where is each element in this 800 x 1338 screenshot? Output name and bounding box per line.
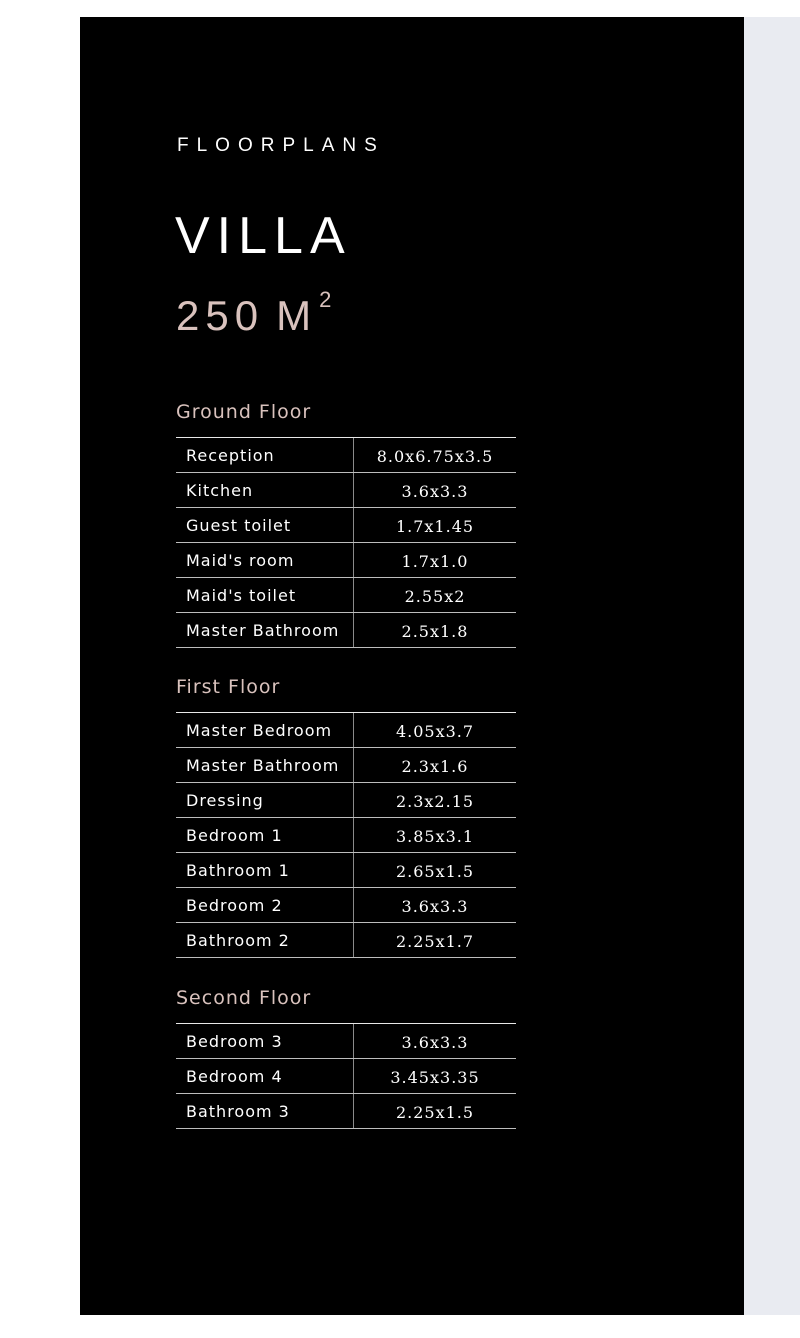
table-row <box>176 473 516 508</box>
floor-heading: Second Floor <box>176 987 312 1009</box>
scroll-gutter <box>744 17 800 1315</box>
room-name: Master Bathroom <box>176 613 354 647</box>
room-dimensions: 2.3x2.15 <box>395 792 475 811</box>
area-value: 250 <box>176 292 265 339</box>
section-eyebrow: FLOORPLANS <box>177 135 385 156</box>
room-name: Reception <box>176 438 354 472</box>
floor-heading: First Floor <box>176 676 281 698</box>
floor-section-first <box>176 676 516 958</box>
room-dimensions: 2.5x1.8 <box>401 622 469 641</box>
room-dimensions: 2.65x1.5 <box>395 862 475 881</box>
area-exponent: 2 <box>319 287 332 312</box>
room-dimensions: 3.45x3.35 <box>390 1068 480 1087</box>
room-name: Guest toilet <box>176 508 354 542</box>
room-dimensions: 3.6x3.3 <box>401 1033 469 1052</box>
table-row <box>176 888 516 923</box>
room-dimensions: 4.05x3.7 <box>395 722 475 741</box>
room-dimensions: 3.6x3.3 <box>401 482 469 501</box>
room-name: Kitchen <box>176 473 354 507</box>
table-row <box>176 853 516 888</box>
table-row <box>176 1059 516 1094</box>
room-name: Bedroom 2 <box>176 888 354 922</box>
room-dimensions: 2.55x2 <box>404 587 466 606</box>
room-name: Master Bedroom <box>176 713 354 747</box>
room-name: Bedroom 1 <box>176 818 354 852</box>
rooms-table <box>176 712 516 958</box>
table-row <box>176 1094 516 1129</box>
table-row <box>176 783 516 818</box>
table-row <box>176 613 516 648</box>
rooms-table <box>176 1023 516 1129</box>
table-row <box>176 578 516 613</box>
floorplans-panel <box>80 17 744 1315</box>
room-name: Dressing <box>176 783 354 817</box>
room-dimensions: 3.85x3.1 <box>395 827 475 846</box>
area-unit: M <box>276 292 318 339</box>
table-row <box>176 543 516 578</box>
room-name: Bedroom 4 <box>176 1059 354 1093</box>
room-dimensions: 3.6x3.3 <box>401 897 469 916</box>
room-name: Bathroom 3 <box>176 1094 354 1128</box>
room-dimensions: 2.25x1.5 <box>395 1103 475 1122</box>
floor-section-ground <box>176 401 516 648</box>
table-row <box>176 438 516 473</box>
rooms-table <box>176 437 516 648</box>
table-row <box>176 923 516 958</box>
room-dimensions: 8.0x6.75x3.5 <box>376 447 494 466</box>
table-row <box>176 508 516 543</box>
table-row <box>176 818 516 853</box>
room-name: Master Bathroom <box>176 748 354 782</box>
room-dimensions: 2.3x1.6 <box>401 757 469 776</box>
room-name: Maid's room <box>176 543 354 577</box>
floor-heading: Ground Floor <box>176 401 312 423</box>
villa-title: VILLA <box>175 207 352 265</box>
table-row <box>176 713 516 748</box>
room-name: Bedroom 3 <box>176 1024 354 1058</box>
villa-area <box>176 287 332 339</box>
table-row <box>176 1024 516 1059</box>
room-name: Bathroom 2 <box>176 923 354 957</box>
room-dimensions: 1.7x1.0 <box>401 552 469 571</box>
floor-section-second <box>176 987 516 1129</box>
table-row <box>176 748 516 783</box>
room-name: Bathroom 1 <box>176 853 354 887</box>
room-dimensions: 2.25x1.7 <box>395 932 475 951</box>
room-dimensions: 1.7x1.45 <box>395 517 475 536</box>
room-name: Maid's toilet <box>176 578 354 612</box>
